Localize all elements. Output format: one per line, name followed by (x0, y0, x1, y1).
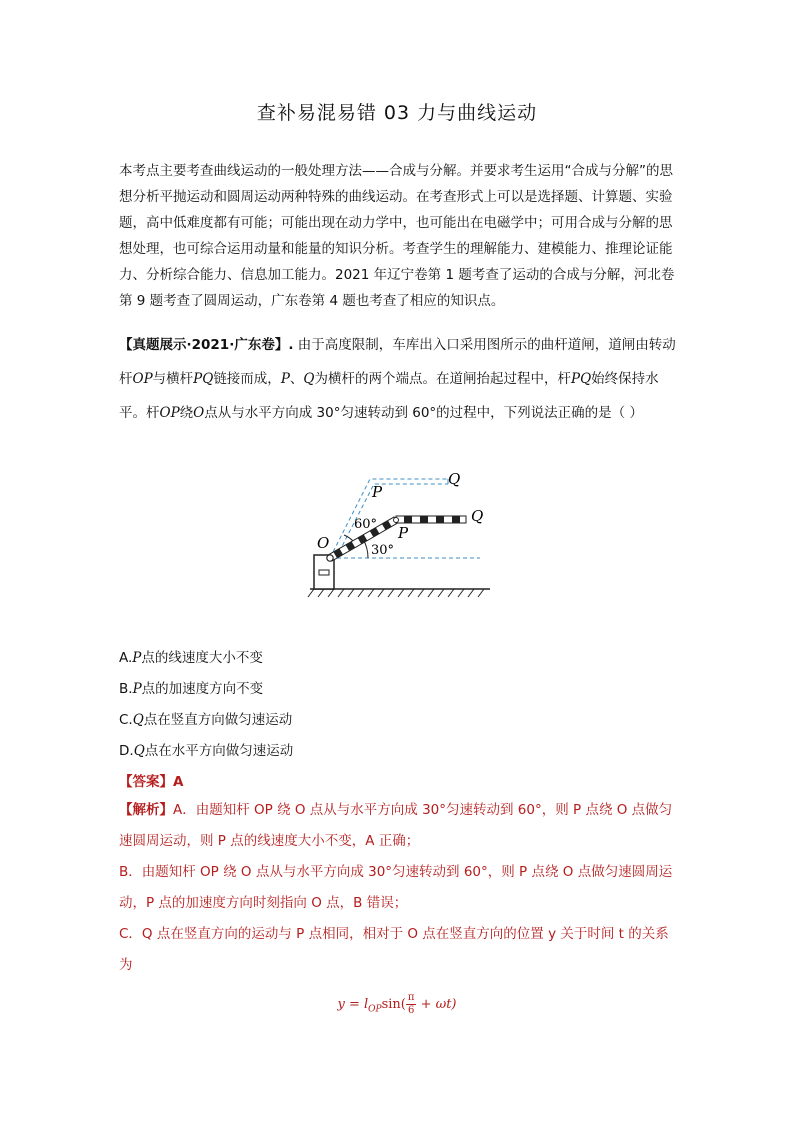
gate-figure (300, 462, 500, 602)
label-angle-60: 60° (354, 517, 378, 532)
option-c (119, 708, 292, 728)
joint-p (394, 518, 399, 523)
question-text: 绕 (179, 405, 194, 421)
analysis-a (119, 795, 679, 857)
answer-label: 【答案】 (119, 774, 173, 790)
option-var: Q (132, 712, 144, 728)
answer-value: A (173, 774, 184, 790)
page-title: 查补易混易错 03 力与曲线运动 (256, 102, 538, 124)
option-letter: A. (119, 650, 133, 666)
question-tag: 【真题展示·2021·广东卷】. (119, 337, 294, 353)
question-text: 链接而成， (213, 371, 281, 387)
formula-subscript: OP (368, 1004, 382, 1015)
analysis-b: B．由题知杆 OP 绕 O 点从与水平方向成 30°匀速转动到 60°，则 P 点绕 O 点做匀速圆周运动，P 点的加速度方向时刻指向 O 点，B 错误； (119, 864, 673, 911)
var-o: O (193, 405, 205, 421)
label-q-top: Q (448, 470, 461, 488)
formula-function: sin( (381, 997, 406, 1012)
question-paragraph (119, 328, 679, 430)
formula-denominator: 6 (407, 1005, 415, 1016)
analysis-c: C．Q 点在竖直方向的运动与 P 点相同，相对于 O 点在竖直方向的位置 y 关于时间 t 的关系为 (119, 926, 669, 973)
var-p: P (280, 371, 290, 387)
formula-rest: + ωt) (416, 997, 457, 1012)
var-pq: PQ (570, 371, 592, 387)
option-text: 点的加速度方向不变 (141, 681, 264, 697)
question-text: 为横杆的两个端点。在道闸抬起过程中，杆 (314, 371, 571, 387)
option-text: 点的线速度大小不变 (141, 650, 263, 666)
question-text: 点从与水平方向成 30°匀速转动到 60°的过程中，下列说法正确的是（ ） (204, 405, 643, 421)
option-var: P (132, 650, 142, 666)
option-a (119, 646, 263, 666)
ground-hatch (308, 589, 484, 597)
formula (0, 992, 794, 1017)
option-letter: B. (119, 681, 133, 697)
analysis-text: A．由题知杆 OP 绕 O 点从与水平方向成 30°匀速转动到 60°，则 P 点绕 O 点做匀速圆周运动，则 P 点的线速度大小不变，A 正确； (119, 802, 673, 849)
var-pq: PQ (193, 371, 214, 387)
answer-line (119, 770, 183, 790)
label-q-right: Q (471, 507, 484, 525)
label-o: O (317, 534, 330, 552)
var-q: Q (303, 371, 315, 387)
option-var: P (132, 681, 142, 697)
option-d (119, 739, 293, 759)
label-angle-30: 30° (371, 543, 395, 558)
pq-bar (396, 516, 466, 523)
intro-paragraph: 本考点主要考查曲线运动的一般处理方法——合成与分解。并要求考生运用“合成与分解”的思想分析平抛运动和圆周运动两种特殊的曲线运动。在考查形式上可以是选择题、计算题、实验题，高中低难度都有可能；可能出现在动力学中，也可能出在电磁学中；可用合成与分解的思想处理，也可综合运用动量和能量的知识分析。考查学生的理解能力、建模能力、推理论证能力、分析综合能力、信息加工能力。2021 年辽宁卷第 1 题考查了运动的合成与分解，河北卷第 9 题考查了圆周运动，广东卷第 4 题也考查了相应的知识点。 (119, 163, 675, 309)
question-text: 、 (289, 371, 304, 387)
label-p-top: P (372, 483, 383, 501)
formula-lhs: y = l (337, 997, 369, 1012)
label-p-low: P (398, 524, 409, 542)
option-text: 点在水平方向做匀速运动 (144, 743, 294, 759)
option-text: 点在竖直方向做匀速运动 (143, 712, 293, 728)
question-text: 由于高度限制，车库出入口采用图所示的曲杆道闸，道闸由转动杆 (119, 337, 676, 387)
option-b (119, 677, 263, 697)
option-letter: C. (119, 712, 133, 728)
pivot-o (327, 555, 333, 561)
option-letter: D. (119, 743, 134, 759)
var-op: OP (159, 405, 180, 421)
analysis-label: 【解析】 (119, 802, 173, 818)
formula-numerator: π (407, 992, 415, 1003)
option-var: Q (133, 743, 145, 759)
formula-fraction (406, 992, 417, 1017)
var-op: OP (132, 371, 153, 387)
question-text: 与横杆 (152, 371, 194, 387)
question-text: 始终保持水平。杆 (119, 371, 659, 421)
